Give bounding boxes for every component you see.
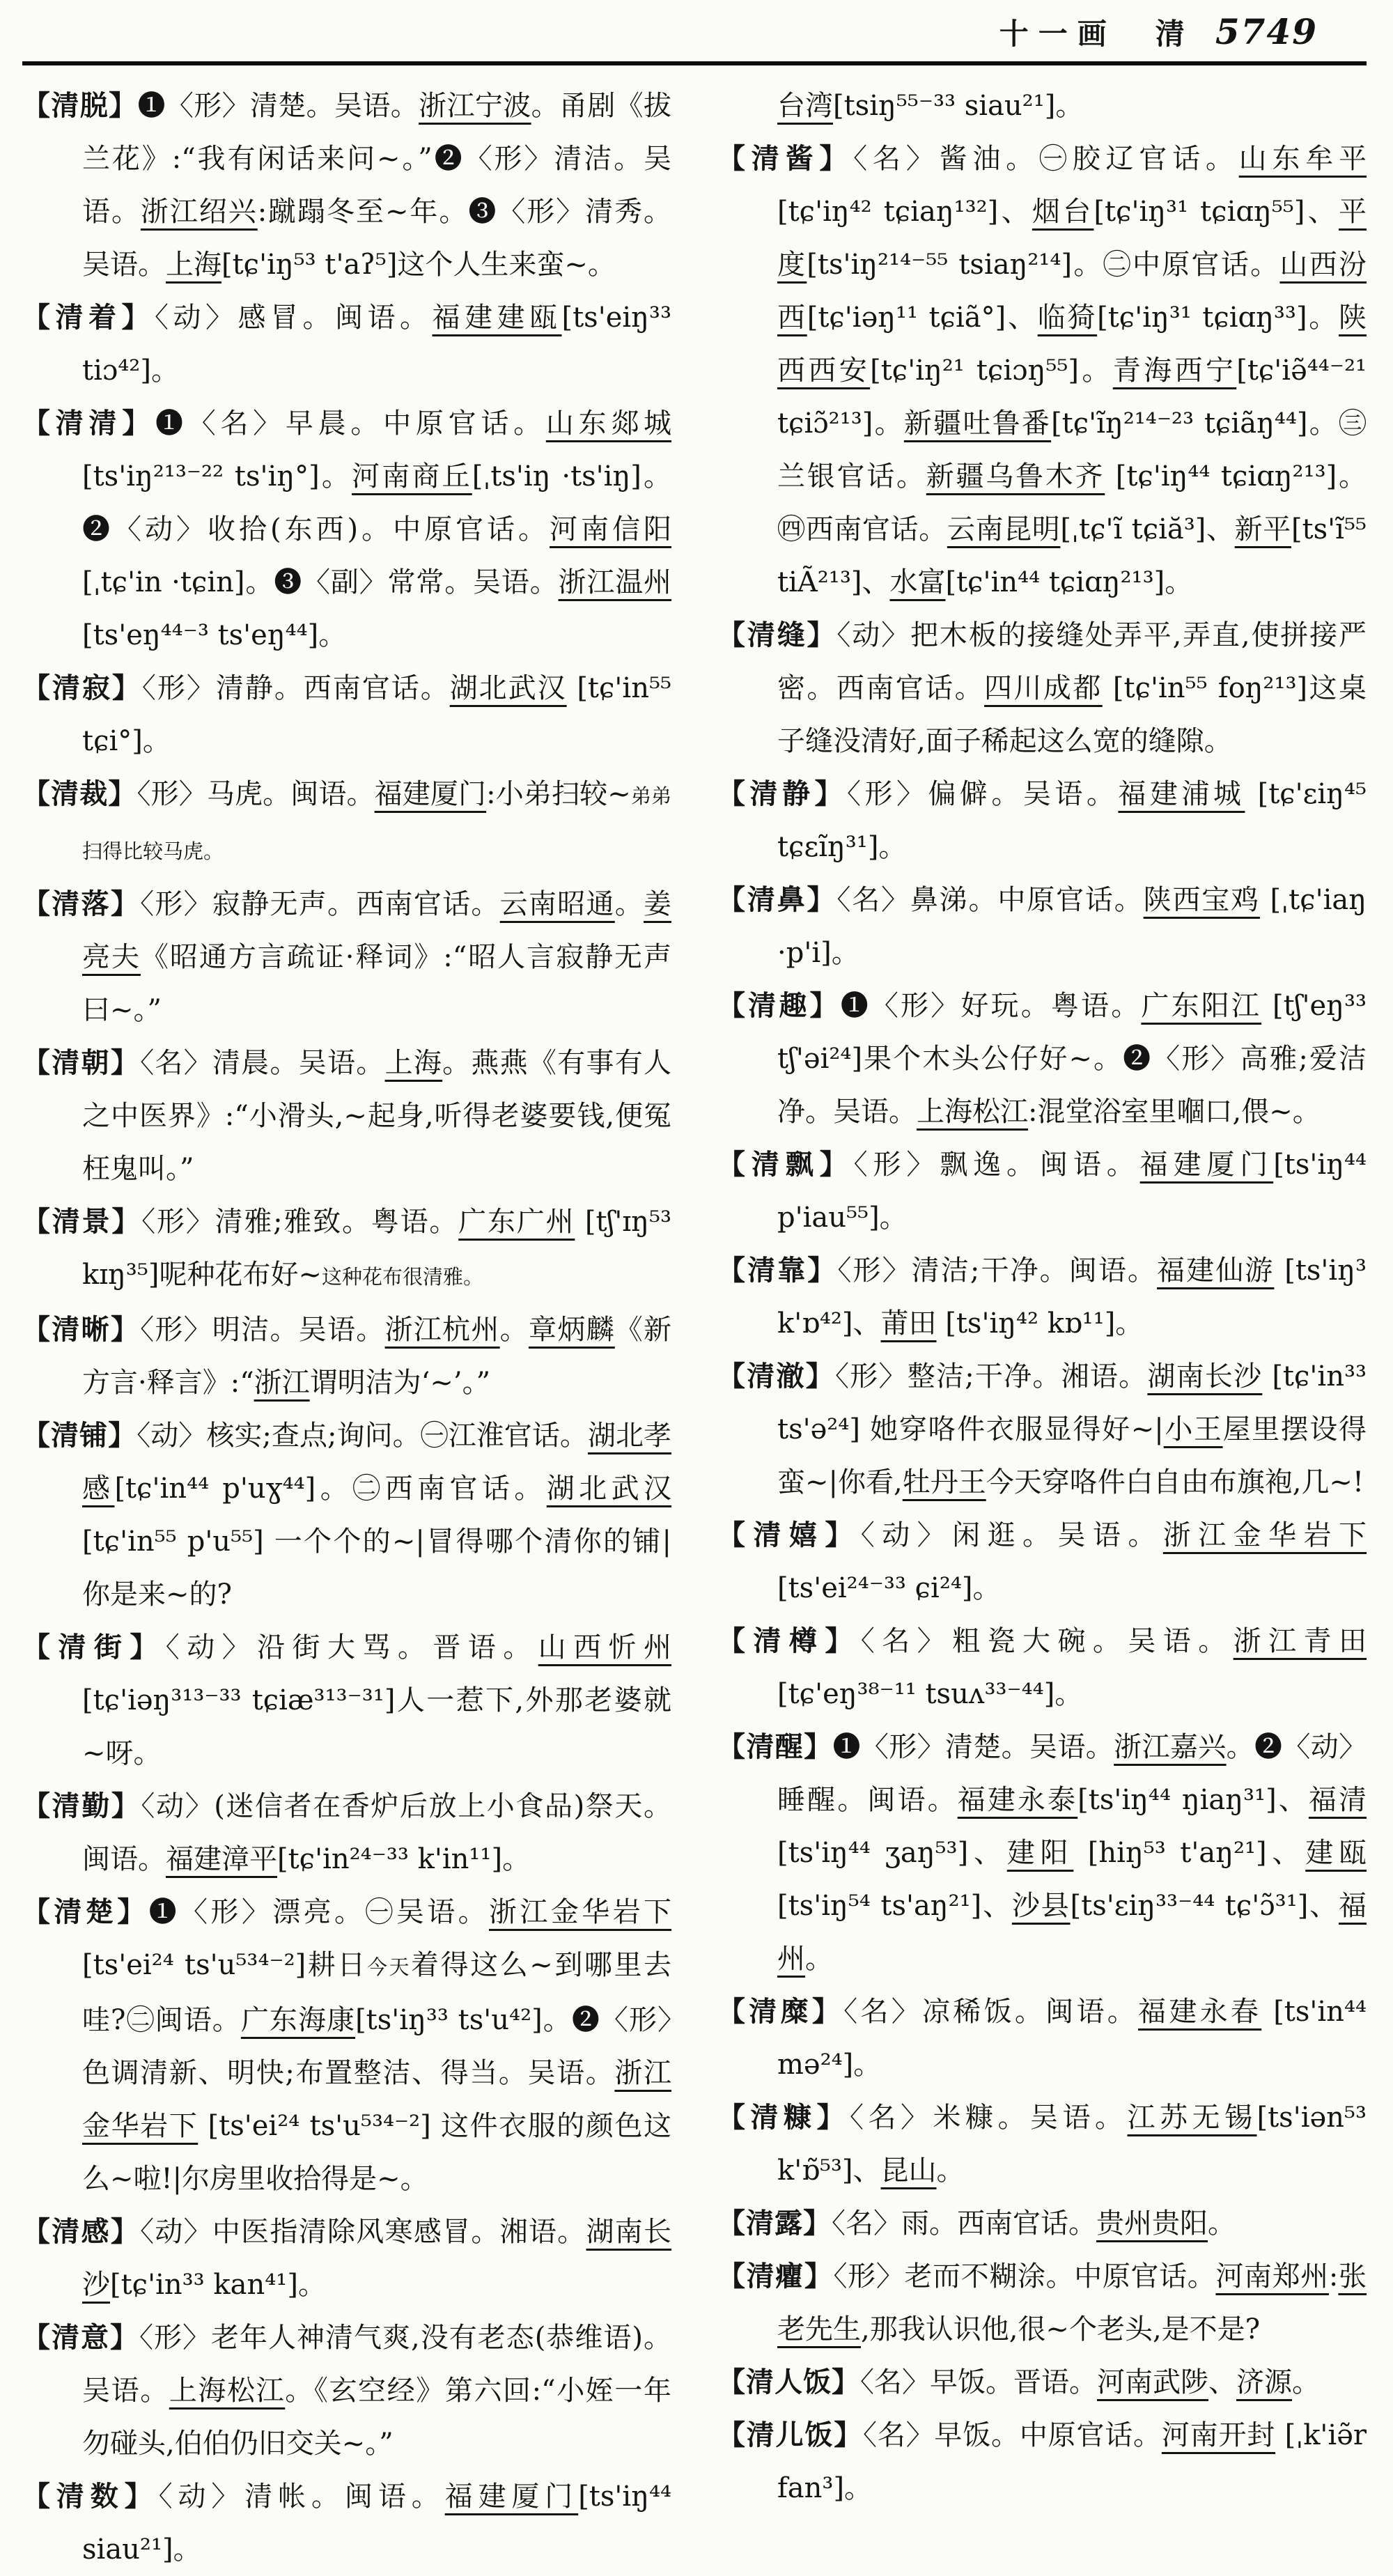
dialect-place-name: 河南商丘 <box>352 460 472 492</box>
entry-text: ,那我认识他,很~个老头,是不是? <box>861 2313 1261 2345</box>
entry-text: [ts'in⁴⁴ mə²⁴]。 <box>777 1996 1367 2081</box>
dictionary-entry <box>717 1985 1367 2091</box>
dialect-place-name: 山西忻州 <box>538 1631 672 1663</box>
dictionary-entry <box>717 2197 1367 2250</box>
entry-text: [tɕ'in⁵⁵ foŋ²¹³]这桌子缝没清好,面子稀起这么宽的缝隙。 <box>777 672 1367 757</box>
entry-text: [tɕ'ĩŋ²¹⁴⁻²³ tɕiãŋ⁴⁴]。 <box>1051 408 1339 440</box>
entry-text: 〈动〉中医指清除风寒感冒。湘语。 <box>140 2216 586 2248</box>
entry-headword: 【清铺】 <box>22 1419 137 1452</box>
entry-text: [tɕ'in⁵⁵ p'u⁵⁵] 一个个的~|冒得哪个清你的铺|你是来~的? <box>82 1526 671 1611</box>
entry-headword: 【清裁】 <box>22 777 137 810</box>
dialect-place-name: 广东海康 <box>240 2004 356 2036</box>
entry-text: 〈形〉清洁;干净。闽语。 <box>837 1255 1158 1287</box>
entry-text: [tɕ'eŋ³⁸⁻¹¹ tsuʌ³³⁻⁴⁴]。 <box>777 1678 1083 1710</box>
dialect-place-name: 新平 <box>1234 513 1291 545</box>
dialect-place-name: 湖北武汉 <box>449 672 567 704</box>
subsense-circled-number: ㊀ <box>1038 143 1073 175</box>
entry-text: [ts'iŋ⁴⁴ siau²¹]。 <box>82 2481 672 2566</box>
entry-text: [ts'ĩ⁵⁵ tiÃ²¹³]、 <box>777 513 1367 598</box>
entry-headword: 【清露】 <box>717 2207 832 2240</box>
entry-headword: 【清澈】 <box>717 1360 835 1392</box>
dictionary-entry <box>22 79 671 291</box>
dialect-place-name: 济源 <box>1236 2366 1292 2398</box>
entry-text: 兰银官话。 <box>777 460 926 492</box>
entry-headword: 【清醒】 <box>717 1730 833 1763</box>
entry-text: 〈名〉米糠。吴语。 <box>850 2102 1128 2134</box>
entry-headword: 【清儿饭】 <box>717 2419 864 2451</box>
dialect-place-name: 浙江杭州 <box>384 1314 500 1346</box>
sense-number-badge: ❷ <box>1123 1043 1153 1075</box>
dialect-place-name: 上海松江 <box>917 1096 1028 1128</box>
dictionary-entry <box>22 1886 671 2205</box>
entry-text: 中原官话。 <box>1132 249 1280 281</box>
entry-text: [tɕ'iŋ²¹ tɕiɔŋ⁵⁵]。 <box>870 355 1113 387</box>
entry-headword: 【清街】 <box>22 1631 166 1663</box>
dialect-place-name: 广东阳江 <box>1141 990 1262 1022</box>
header-rule <box>22 61 1367 65</box>
entry-text: [ts'eiŋ³³ tiɔ⁴²]。 <box>82 302 671 387</box>
entry-headword: 【清趣】 <box>717 989 841 1022</box>
dialect-place-name: 新疆吐鲁番 <box>903 408 1052 440</box>
dictionary-entry <box>22 397 671 662</box>
dictionary-entry <box>717 2409 1367 2515</box>
subsense-circled-number: ㊁ <box>1103 249 1133 281</box>
entry-text: 〈动〉把木板的接缝处弄平,弄直,使拼接严密。西南官话。 <box>777 619 1367 704</box>
entry-text: 〈形〉明洁。吴语。 <box>140 1314 385 1346</box>
dialect-place-name: 山东郯城 <box>545 408 672 440</box>
dialect-place-name: 上海松江 <box>169 2375 286 2407</box>
entry-text: 。甬剧《拔兰花》:“我有闲话来问~。” <box>82 90 672 175</box>
entry-text: [tɕ'in²⁴⁻³³ k'in¹¹]。 <box>277 1843 531 1875</box>
dialect-place-name: 江苏无锡 <box>1127 2102 1257 2134</box>
entry-text: 、 <box>1208 2366 1236 2398</box>
sense-number-badge: ❷ <box>82 513 114 545</box>
entry-text: 〈名〉粗瓷大碗。吴语。 <box>860 1625 1234 1657</box>
entry-text: [ts'iŋ³ k'ɒ⁴²]、 <box>777 1255 1367 1340</box>
dictionary-entry <box>717 132 1367 609</box>
dictionary-entry <box>717 2250 1367 2356</box>
entry-headword: 【清糠】 <box>717 2101 850 2134</box>
dialect-place-name: 云南昭通 <box>499 888 615 920</box>
dialect-place-name: 章炳麟 <box>528 1314 615 1346</box>
entry-text: 〈动〉感冒。闽语。 <box>155 302 433 334</box>
dialect-place-name: 浙江金华岩下 <box>82 2057 672 2142</box>
dictionary-entry <box>22 2470 671 2576</box>
gloss-small-text: 今天 <box>366 1955 412 1979</box>
dictionary-entry <box>717 2091 1367 2197</box>
entry-text: [ts'iŋ⁴⁴ p'iau⁵⁵]。 <box>777 1149 1367 1234</box>
entry-text: 。 <box>499 1314 529 1346</box>
page-header <box>22 11 1367 56</box>
entry-text: [tʃ'ɪŋ⁵³ kɪŋ³⁵]呢种花布好~ <box>82 1206 672 1291</box>
dialect-place-name: 小王 <box>1163 1413 1223 1445</box>
dictionary-entry <box>717 874 1367 979</box>
dialect-place-name: 浙江温州 <box>558 566 672 598</box>
entry-text: [ts'iŋ³³ ts'u⁴²]。 <box>355 2004 572 2036</box>
entry-text: [ts'iŋ⁵⁴ ts'aŋ²¹]、 <box>777 1890 1012 1922</box>
entry-headword: 【清静】 <box>717 777 847 810</box>
dialect-place-name: 台湾 <box>777 90 833 122</box>
entry-text: [tɕ'iŋ⁵³ t'aʔ⁵]这个人生来蛮~。 <box>221 249 616 281</box>
entry-text: [tɕ'iə̃⁴⁴⁻²¹ tɕiɔ̃²¹³]。 <box>777 355 1367 440</box>
dialect-place-name: 浙江嘉兴 <box>1114 1731 1227 1763</box>
dialect-place-name: 临猗 <box>1037 302 1098 334</box>
entry-headword: 【清寂】 <box>22 672 142 704</box>
dialect-place-name: 浙江青田 <box>1233 1625 1367 1657</box>
entry-headword: 【清数】 <box>22 2480 159 2513</box>
dialect-place-name: 湖南长沙 <box>82 2216 672 2301</box>
entry-headword: 【清景】 <box>22 1205 142 1238</box>
entry-text: 《昭通方言疏证·释词》:“昭人言寂静无声曰~。” <box>82 941 672 1026</box>
dialect-place-name: 建瓯 <box>1305 1837 1367 1869</box>
dialect-place-name: 河南开封 <box>1161 2419 1276 2451</box>
entry-text: 西南官话。 <box>805 513 947 545</box>
entry-text: 。燕燕《有事有人之中医界》:“小滑头,~起身,听得老婆要钱,便冤枉鬼叫。” <box>82 1047 672 1185</box>
dictionary-entry <box>717 1350 1367 1509</box>
entry-text: 〈形〉清雅;雅致。粤语。 <box>141 1206 459 1238</box>
entry-headword: 【清落】 <box>22 887 141 920</box>
dialect-place-name: 陕西宝鸡 <box>1143 884 1260 916</box>
dictionary-body <box>22 79 1367 2576</box>
entry-text: 〈形〉清静。西南官话。 <box>141 672 450 704</box>
entry-headword: 【清靠】 <box>717 1254 838 1287</box>
entry-headword: 【清清】 <box>22 407 155 440</box>
header-headchar: 清 <box>1155 17 1189 51</box>
subsense-circled-number: ㊀ <box>420 1420 449 1452</box>
entry-text: 。《玄空经》第六回:“小姪一年勿碰头,伯伯仍旧交关~。” <box>82 2375 672 2460</box>
entry-headword: 【清晰】 <box>22 1313 141 1346</box>
entry-headword: 【清楚】 <box>22 1895 149 1928</box>
entry-text: 〈形〉清洁。吴语。 <box>82 143 672 228</box>
entry-text: 今天穿咯件白自由布旗袍,几~! <box>986 1466 1364 1498</box>
entry-text: [tɕ'iŋ⁴⁴ tɕiɑŋ²¹³]。 <box>1105 460 1367 492</box>
dictionary-entry <box>717 2356 1367 2409</box>
entry-text: 。 <box>1208 2208 1236 2240</box>
entry-text: 〈名〉清晨。吴语。 <box>140 1047 385 1079</box>
entry-text: [tɕ'ɛiŋ⁴⁵ tɕɛĩŋ³¹]。 <box>777 778 1367 863</box>
dialect-place-name: 福建建瓯 <box>432 302 562 334</box>
dialect-place-name: 福建永春 <box>1138 1996 1262 2028</box>
dictionary-entry <box>22 1621 671 1780</box>
entry-text: 〈名〉雨。西南官话。 <box>832 2208 1096 2240</box>
dialect-place-name: 莆田 <box>880 1308 937 1340</box>
dictionary-entry <box>717 1615 1367 1721</box>
entry-text: 〈形〉寂静无声。西南官话。 <box>140 888 500 920</box>
entry-headword: 【清鼻】 <box>717 883 837 916</box>
entry-text: 〈动〉收拾(东西)。中原官话。 <box>114 513 550 545</box>
dialect-place-name: 福建永泰 <box>957 1784 1078 1816</box>
dialect-place-name: 四川成都 <box>984 672 1103 704</box>
entry-text: [hiŋ⁵³ t'aŋ²¹]、 <box>1073 1837 1306 1869</box>
entry-text: 〈动〉(迷信者在香炉后放上小食品)祭天。闽语。 <box>82 1790 672 1875</box>
dialect-place-name: 贵州贵阳 <box>1096 2208 1208 2240</box>
entry-text: 〈名〉早晨。中原官话。 <box>187 408 546 440</box>
entry-text: 〈形〉高雅;爱洁净。吴语。 <box>777 1043 1367 1128</box>
entry-text: [tɕ'iŋ³¹ tɕiɑŋ⁵⁵]、 <box>1094 196 1339 228</box>
sense-number-badge: ❸ <box>468 196 498 228</box>
sense-number-badge: ❶ <box>148 1896 180 1928</box>
dialect-place-name: 浙江金华岩下 <box>1162 1519 1367 1551</box>
sense-number-badge: ❸ <box>274 566 303 598</box>
entry-text: [tɕ'in³³ ts'ə²⁴] 她穿咯件衣服显得好~| <box>777 1360 1367 1445</box>
subsense-circled-number: ㊃ <box>777 513 806 545</box>
entry-text: [tɕ'in⁵⁵ tɕi°]。 <box>82 672 672 757</box>
entry-text: [ts'iən⁵³ k'ɒ̃⁵³]、 <box>777 2102 1367 2187</box>
entry-text: 闽语。 <box>155 2004 241 2036</box>
entry-text: 。 <box>1292 2366 1320 2398</box>
dictionary-entry <box>22 878 671 1037</box>
dictionary-entry <box>22 2311 671 2470</box>
dialect-place-name: 平度 <box>777 196 1367 281</box>
dialect-place-name: 水富 <box>889 566 946 598</box>
gloss-small-text: 这种花布很清雅。 <box>321 1265 483 1289</box>
entry-headword: 【清糜】 <box>717 1995 844 2028</box>
sense-number-badge: ❷ <box>1254 1731 1283 1763</box>
entry-text: 。 <box>805 1943 833 1975</box>
entry-text: 〈形〉老而不糊涂。中原官话。 <box>833 2260 1216 2292</box>
entry-text: : <box>1328 2260 1339 2292</box>
entry-text: 〈形〉好玩。粤语。 <box>870 990 1142 1022</box>
dictionary-entry <box>22 1780 671 1886</box>
gloss-small-text: 弟弟扫得比较马虎。 <box>82 784 671 863</box>
dialect-place-name: 牡丹王 <box>902 1466 986 1498</box>
entry-text: [tɕ'in⁴⁴ p'uɣ⁴⁴]。 <box>114 1473 353 1505</box>
dialect-place-name: 广东广州 <box>458 1206 575 1238</box>
entry-text: 〈形〉色调清新、明快;布置整洁、得当。吴语。 <box>82 2004 672 2089</box>
entry-headword: 【清朝】 <box>22 1046 141 1079</box>
entry-text: [ts'iŋ²¹³⁻²² ts'iŋ°]。 <box>82 460 352 492</box>
entry-text: [ts'ei²⁴ ts'u⁵³⁴⁻²] 这件衣服的颜色这么~啦!|尔房里收拾得是~。 <box>82 2110 672 2195</box>
subsense-circled-number: ㊁ <box>125 2004 155 2036</box>
sense-number-badge: ❶ <box>840 990 871 1022</box>
dictionary-entry <box>22 768 671 878</box>
sense-number-badge: ❶ <box>137 90 166 122</box>
dialect-place-name: 浙江宁波 <box>419 90 531 122</box>
entry-text: [ts'iŋ⁴⁴ ʒaŋ⁵³]、 <box>777 1837 1007 1869</box>
entry-text: [ts'iŋ²¹⁴⁻⁵⁵ tsiaŋ²¹⁴]。 <box>807 249 1103 281</box>
entry-text: 谓明洁为‘~’。” <box>309 1367 491 1399</box>
dialect-place-name: 浙江 <box>254 1367 310 1399</box>
dialect-place-name: 姜亮夫 <box>82 888 672 973</box>
entry-text: 〈形〉漂亮。 <box>180 1896 366 1928</box>
entry-text: 〈形〉清楚。吴语。 <box>165 90 419 122</box>
entry-text: [ts'eŋ⁴⁴⁻³ ts'eŋ⁴⁴]。 <box>82 619 347 651</box>
entry-text: 。 <box>614 888 644 920</box>
entry-text: [ˌts'iŋ ·ts'iŋ]。 <box>472 460 671 492</box>
dictionary-entry <box>717 1721 1367 1985</box>
entry-headword: 【清缝】 <box>717 619 837 651</box>
entry-headword: 【清勤】 <box>22 1790 141 1822</box>
header-stroke-section: 十一画 <box>999 17 1116 51</box>
dialect-place-name: 湖北武汉 <box>546 1473 672 1505</box>
entry-text: :蹴蹋冬至~年。 <box>257 196 469 228</box>
subsense-circled-number: ㊀ <box>365 1896 396 1928</box>
entry-text: [tɕ'iəŋ¹¹ tɕiã°]、 <box>807 302 1038 334</box>
entry-text: 江淮官话。 <box>448 1420 588 1452</box>
entry-text: 〈动〉清帐。闽语。 <box>158 2481 445 2513</box>
entry-text: 屋里摆设得蛮~|你看, <box>777 1413 1367 1498</box>
entry-text: :混堂浴室里嗰口,偎~。 <box>1028 1096 1321 1128</box>
dictionary-entry <box>717 609 1367 768</box>
dictionary-entry <box>717 1244 1367 1350</box>
dictionary-entry <box>22 1409 671 1621</box>
entry-text: 〈动〉沿街大骂。晋语。 <box>165 1631 538 1663</box>
dialect-place-name: 昆山 <box>880 2155 937 2187</box>
entry-text: [ˌtɕ'ĩ tɕiă³]、 <box>1060 513 1235 545</box>
entry-text: 〈形〉整洁;干净。湘语。 <box>834 1360 1148 1392</box>
entry-text: 《新方言·释言》:“ <box>82 1314 672 1399</box>
entry-text: 〈名〉早饭。晋语。 <box>860 2366 1097 2398</box>
dialect-place-name: 福州 <box>777 1890 1367 1975</box>
entry-text: 〈名〉早饭。中原官话。 <box>863 2419 1162 2451</box>
entry-text: 〈形〉清楚。吴语。 <box>860 1731 1114 1763</box>
dialect-place-name: 福建漳平 <box>166 1843 277 1875</box>
entry-text: :小弟扫较~ <box>486 778 631 810</box>
entry-text: 胶辽官话。 <box>1072 143 1239 175</box>
dictionary-entry <box>22 1037 671 1195</box>
dialect-place-name: 福建厦门 <box>1139 1149 1274 1181</box>
page-number: 5749 <box>1215 11 1318 52</box>
entry-headword: 【清癯】 <box>717 2260 834 2292</box>
entry-text: 。 <box>936 2155 965 2187</box>
entry-text: 着得这么~到哪里去哇? <box>82 1949 672 2036</box>
sense-number-badge: ❶ <box>155 408 188 440</box>
entry-headword: 【清脱】 <box>22 89 138 122</box>
entry-text: [ˌtɕ'iaŋ ·p'i]。 <box>777 884 1367 969</box>
dialect-place-name: 福建浦城 <box>1118 778 1245 810</box>
entry-text: [ts'ei²⁴⁻³³ ɕi²⁴]。 <box>777 1572 1001 1604</box>
dialect-place-name: 河南信阳 <box>550 513 672 545</box>
dialect-place-name: 云南昆明 <box>947 513 1061 545</box>
entry-text: [ts'ei²⁴ ts'u⁵³⁴⁻²]耕日 <box>82 1949 367 1981</box>
entry-text: 〈名〉鼻涕。中原官话。 <box>836 884 1144 916</box>
entry-headword: 【清酱】 <box>717 142 854 175</box>
entry-text: [tɕ'in⁴⁴ tɕiɑŋ²¹³]。 <box>945 566 1193 598</box>
entry-text: 〈形〉老年人神清气爽,没有老态(恭维语)。吴语。 <box>82 2322 671 2407</box>
entry-text: 〈动〉核实;查点;询问。 <box>137 1420 421 1452</box>
entry-text: [ts'ɛiŋ³³⁻⁴⁴ tɕ'ɔ̃³¹]、 <box>1070 1890 1339 1922</box>
entry-text: 。 <box>1226 1731 1254 1763</box>
entry-text: [tsiŋ⁵⁵⁻³³ siau²¹]。 <box>833 90 1084 122</box>
entry-headword: 【清人饭】 <box>717 2366 860 2398</box>
entry-text: [tɕ'in³³ kan⁴¹]。 <box>110 2269 326 2301</box>
dialect-place-name: 上海 <box>384 1047 443 1079</box>
dialect-place-name: 新疆乌鲁木齐 <box>926 460 1105 492</box>
dictionary-entry <box>22 1303 671 1409</box>
entry-text: 〈动〉睡醒。闽语。 <box>777 1731 1367 1816</box>
entry-text: 〈形〉马虎。闽语。 <box>137 778 375 810</box>
entry-text: 〈名〉酱油。 <box>853 143 1039 175</box>
dialect-place-name: 陕西西安 <box>777 302 1367 387</box>
dialect-place-name: 沙县 <box>1011 1890 1071 1922</box>
dialect-place-name: 福建厦门 <box>374 778 487 810</box>
dictionary-entry <box>717 1509 1367 1615</box>
sense-number-badge: ❷ <box>571 2004 600 2036</box>
entry-text: [ts'iŋ⁴² kɒ¹¹]。 <box>936 1308 1144 1340</box>
entry-text: 〈动〉闲逛。吴语。 <box>860 1519 1163 1551</box>
dictionary-entry <box>22 1195 671 1303</box>
dialect-place-name: 青海西宁 <box>1112 355 1237 387</box>
dialect-place-name: 上海 <box>166 249 221 281</box>
entry-headword: 【清飘】 <box>717 1148 854 1181</box>
entry-text: 〈形〉偏僻。吴语。 <box>846 778 1119 810</box>
dialect-place-name: 山东牟平 <box>1238 143 1367 175</box>
dictionary-entry <box>717 979 1367 1138</box>
dialect-place-name: 烟台 <box>1032 196 1094 228</box>
dialect-place-name: 河南郑州 <box>1215 2260 1329 2292</box>
entry-continuation <box>717 79 1367 132</box>
entry-text: 〈形〉飘逸。闽语。 <box>853 1149 1140 1181</box>
entry-headword: 【清着】 <box>22 301 155 334</box>
entry-text: 吴语。 <box>396 1896 490 1928</box>
right-column <box>717 79 1367 2576</box>
entry-text: [tɕ'iŋ⁴² tɕiaŋ¹³²]、 <box>777 196 1032 228</box>
entry-text: [tʃ'eŋ³³ tʃ'əi²⁴]果个木头公仔好~。 <box>777 990 1367 1075</box>
entry-text: [tɕ'iəŋ³¹³⁻³³ tɕiæ³¹³⁻³¹]人一惹下,外那老婆就~呀。 <box>82 1684 671 1769</box>
dialect-place-name: 山西汾西 <box>777 249 1367 334</box>
dialect-place-name: 湖北孝感 <box>82 1420 672 1505</box>
entry-headword: 【清意】 <box>22 2321 140 2354</box>
dialect-place-name: 福建厦门 <box>444 2481 579 2513</box>
dialect-place-name: 浙江金华岩下 <box>489 1896 672 1928</box>
entry-text: [tɕ'iŋ³¹ tɕiɑŋ³³]。 <box>1097 302 1339 334</box>
dialect-place-name: 张老先生 <box>777 2260 1367 2345</box>
entry-text: [ˌk'iə̃r fan³]。 <box>777 2419 1367 2504</box>
entry-text: [ˌtɕ'in ·tɕin]。 <box>82 566 274 598</box>
entry-text: 〈形〉清秀。吴语。 <box>82 196 672 281</box>
subsense-circled-number: ㊂ <box>1339 408 1367 440</box>
left-column <box>22 79 671 2576</box>
dialect-place-name: 河南武陟 <box>1097 2366 1208 2398</box>
dictionary-entry <box>717 768 1367 874</box>
dictionary-entry <box>22 2205 671 2311</box>
dialect-place-name: 湖南长沙 <box>1147 1360 1263 1392</box>
dialect-place-name: 建阳 <box>1006 1837 1074 1869</box>
entry-text: 〈副〉常常。吴语。 <box>302 566 559 598</box>
entry-headword: 【清樽】 <box>717 1624 861 1657</box>
dictionary-entry <box>22 662 671 768</box>
sense-number-badge: ❷ <box>432 143 465 175</box>
entry-headword: 【清嬉】 <box>717 1519 861 1551</box>
dialect-place-name: 福清 <box>1308 1784 1367 1816</box>
dictionary-entry <box>717 1138 1367 1244</box>
subsense-circled-number: ㊁ <box>352 1473 385 1505</box>
entry-headword: 【清感】 <box>22 2215 141 2248</box>
sense-number-badge: ❶ <box>832 1731 861 1763</box>
entry-text: 西南官话。 <box>384 1473 547 1505</box>
entry-text: 〈名〉凉稀饭。闽语。 <box>843 1996 1139 2028</box>
dialect-place-name: 福建仙游 <box>1157 1255 1275 1287</box>
dialect-place-name: 浙江绍兴 <box>140 196 258 228</box>
dictionary-entry <box>22 291 671 397</box>
entry-text: [ts'iŋ⁴⁴ ŋiaŋ³¹]、 <box>1077 1784 1309 1816</box>
